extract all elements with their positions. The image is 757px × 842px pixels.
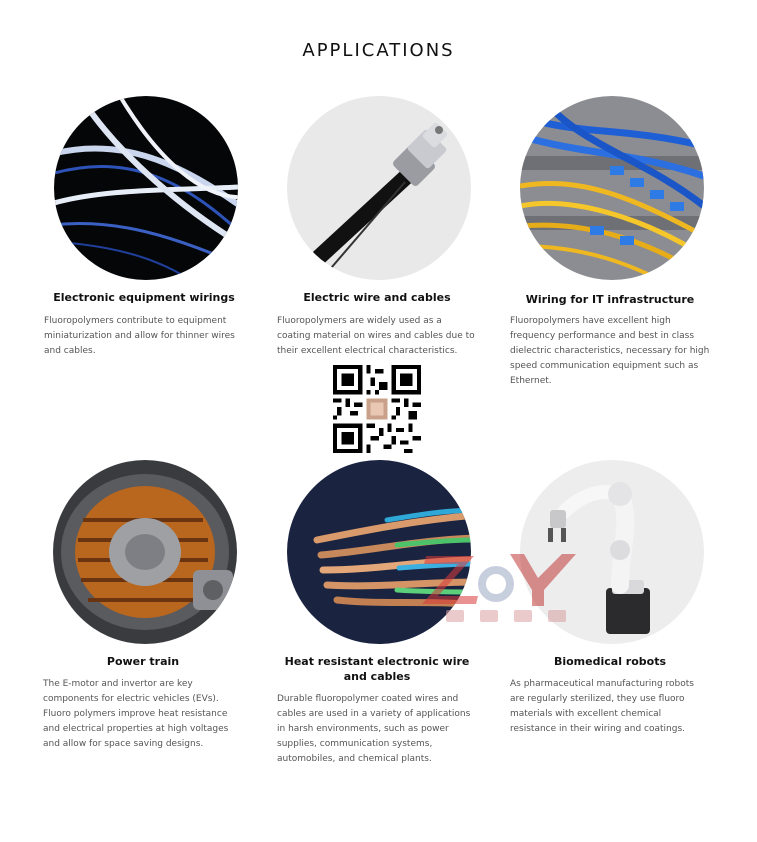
blue-white-wires-photo [54, 96, 238, 280]
qr-code-icon [333, 365, 421, 453]
card-description: Fluoropolymers contribute to equipment miniaturization and allow for thinner wires and cables. [44, 316, 235, 356]
copper-wire-bundle-photo [287, 460, 471, 644]
card-description: Fluoropolymers are widely used as a coating material on wires and cables due to their excellent electrical characteristics. [277, 316, 475, 356]
card-title: Electric wire and cables [303, 291, 451, 304]
card-title: Power train [106, 655, 180, 668]
card-description: The E-motor and invertor are key components for electric vehicles (EVs). Fluoro polymers improve heat resistance and electrical properties at high voltages and allow for space saving designs. [43, 679, 229, 749]
page-title: APPLICATIONS [302, 40, 455, 61]
card-description: As pharmaceutical manufacturing robots are regularly sterilized, they use fluoro materials with excellent chemical resistance in their wiring and coatings. [510, 679, 694, 734]
card-title: Biomedical robots [553, 655, 667, 668]
card-description: Fluoropolymers have excellent high frequency performance and best in class dielectric characteristics, necessary for high speed communication equipment such as Ethernet. [510, 316, 710, 386]
coaxial-cable-photo [287, 96, 471, 280]
network-patch-panel-photo [520, 96, 704, 280]
card-title: Electronic equipment wirings [53, 291, 235, 304]
card-description: Durable fluoropolymer coated wires and cables are used in a variety of applications in harsh environments, such as power supplies, communication systems, automobiles, and chemical plants. [277, 694, 471, 764]
electric-motor-stator-photo [53, 460, 237, 644]
card-title: Heat resistant electronic wire and cables [284, 655, 470, 683]
card-title: Wiring for IT infrastructure [525, 293, 695, 306]
robot-arm-photo [520, 460, 704, 644]
